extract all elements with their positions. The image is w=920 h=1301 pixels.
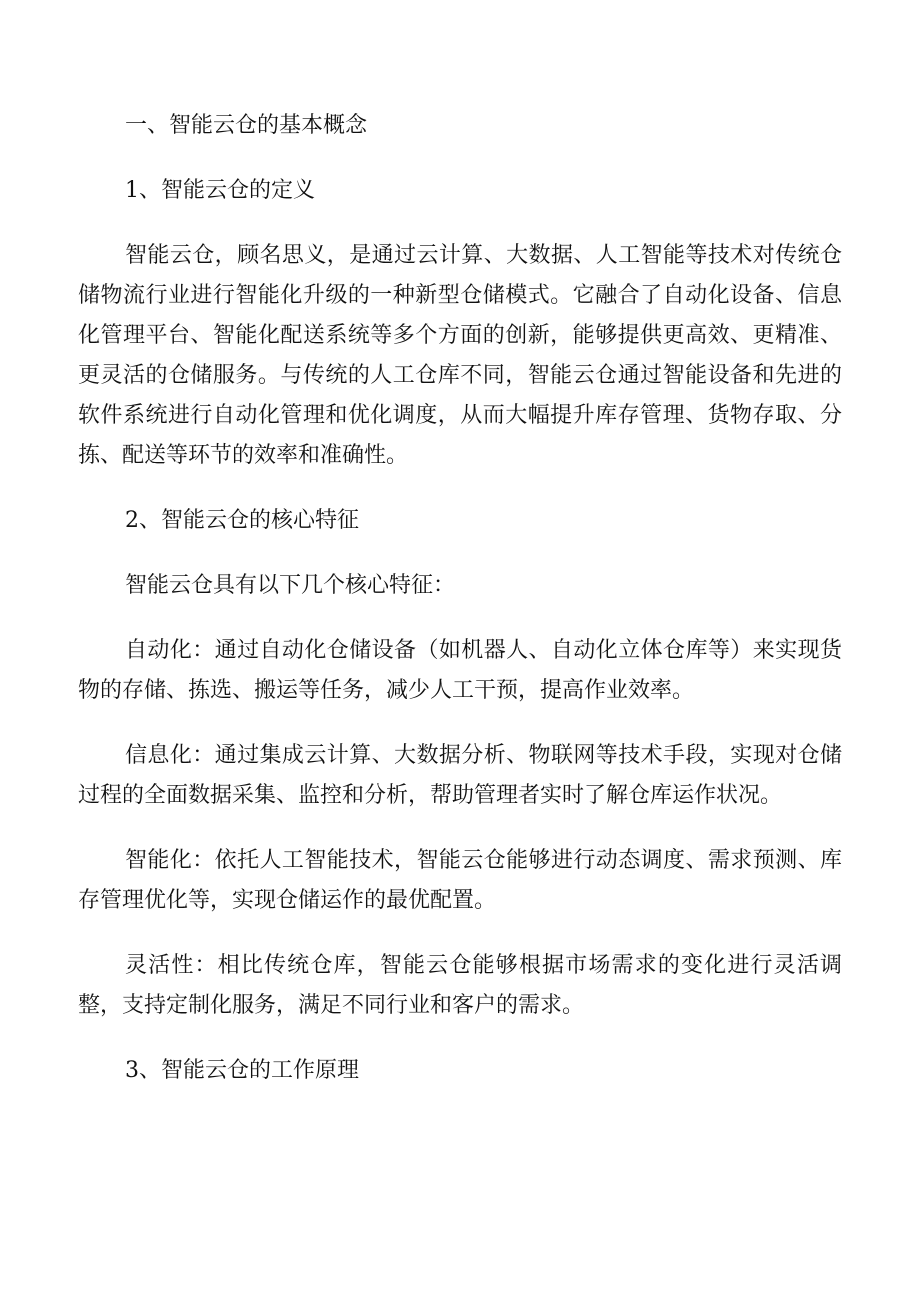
subsection-heading: 2、智能云仓的核心特征 — [125, 508, 359, 533]
body-paragraph: 智能云仓，顾名思义，是通过云计算、大数据、人工智能等技术对传统仓储物流行业进行智能化升级的一种新型仓储模式。它融合了自动化设备、信息化管理平台、智能化配送系统等多个方面的创新，能够提供更高效、更精准、更灵活的仓储服务。与传统的人工仓库不同，智能云仓通过智能设备和先进的软件系统进行自动化管理和优化调度，从而大幅提升库存管理、货物存取、分拣、配送等环节的效率和准确性。 — [78, 243, 842, 468]
body-paragraph: 灵活性：相比传统仓库，智能云仓能够根据市场需求的变化进行灵活调整，支持定制化服务，满足不同行业和客户的需求。 — [78, 953, 842, 1018]
section-heading: 一、智能云仓的基本概念 — [125, 113, 368, 138]
document-body — [78, 106, 842, 1116]
body-paragraph: 智能云仓具有以下几个核心特征： — [125, 573, 456, 598]
body-paragraph: 自动化：通过自动化仓储设备（如机器人、自动化立体仓库等）来实现货物的存储、拣选、搬运等任务，减少人工干预，提高作业效率。 — [78, 638, 842, 703]
subsection-heading: 1、智能云仓的定义 — [125, 178, 315, 203]
body-paragraph: 智能化：依托人工智能技术，智能云仓能够进行动态调度、需求预测、库存管理优化等，实现仓储运作的最优配置。 — [78, 848, 842, 913]
subsection-heading: 3、智能云仓的工作原理 — [125, 1058, 359, 1083]
body-paragraph: 信息化：通过集成云计算、大数据分析、物联网等技术手段，实现对仓储过程的全面数据采集、监控和分析，帮助管理者实时了解仓库运作状况。 — [78, 743, 842, 808]
